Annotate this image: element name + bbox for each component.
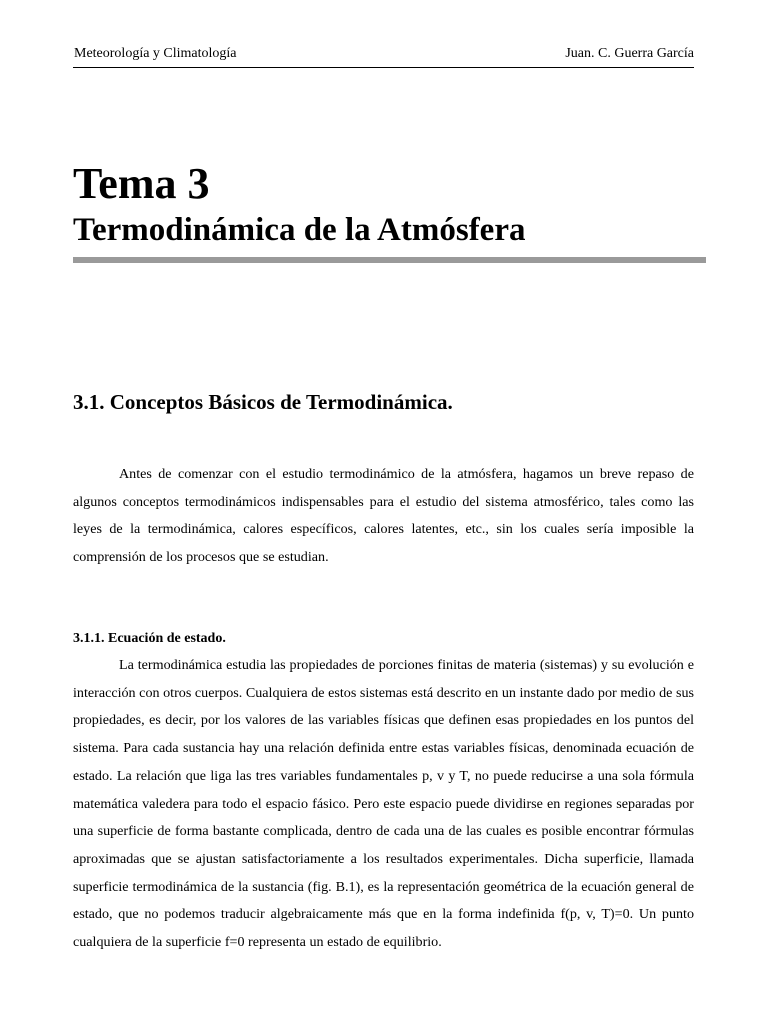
header-author: Juan. C. Guerra García — [565, 46, 694, 61]
chapter-number: Tema 3 — [73, 159, 210, 208]
subsection-heading: 3.1.1. Ecuación de estado. — [73, 631, 226, 646]
header-divider — [73, 67, 694, 68]
chapter-divider — [73, 257, 706, 263]
intro-paragraph: Antes de comenzar con el estudio termodinámico de la atmósfera, hagamos un breve repaso de algunos conceptos termodinámicos indispensables para el estudio del sistema atmosférico, tales como las leyes de la termodinámica, calores específicos, calores latentes, etc., sin los cuales sería imposible la comprensión de los procesos que se estudian. — [73, 466, 694, 566]
running-header — [74, 46, 694, 66]
section-heading: 3.1. Conceptos Básicos de Termodinámica. — [73, 390, 453, 414]
equation-of-state-paragraph: La termodinámica estudia las propiedades de porciones finitas de materia (sistemas) y su evolución e interacción con otros cuerpos. Cualquiera de estos sistemas está descrito en un instante dado por medio de sus propiedades, es decir, por los valores de las variables físicas que definen esas propiedades en los puntos del sistema. Para cada sustancia hay una relación definida entre estas variables físicas, denominada ecuación de estado. La relación que liga las tres variables fundamentales p, v y T, no puede reducirse a una sola fórmula matemática valedera para todo el espacio fásico. Pero este espacio puede dividirse en regiones separadas por una superficie de forma bastante complicada, dentro de cada una de las cuales es posible encontrar fórmulas aproximadas que se ajustan satisfactoriamente a los resultados experimentales. Dicha superficie, llamada superficie termodinámica de la sustancia (fig. B.1), es la representación geométrica de la ecuación general de estado, que no podemos traducir algebraicamente más que en la forma indefinida f(p, v, T)=0. Un punto cualquiera de la superficie f=0 representa un estado de equilibrio. — [73, 657, 694, 951]
chapter-title: Termodinámica de la Atmósfera — [73, 212, 526, 248]
header-course-title: Meteorología y Climatología — [74, 46, 237, 61]
